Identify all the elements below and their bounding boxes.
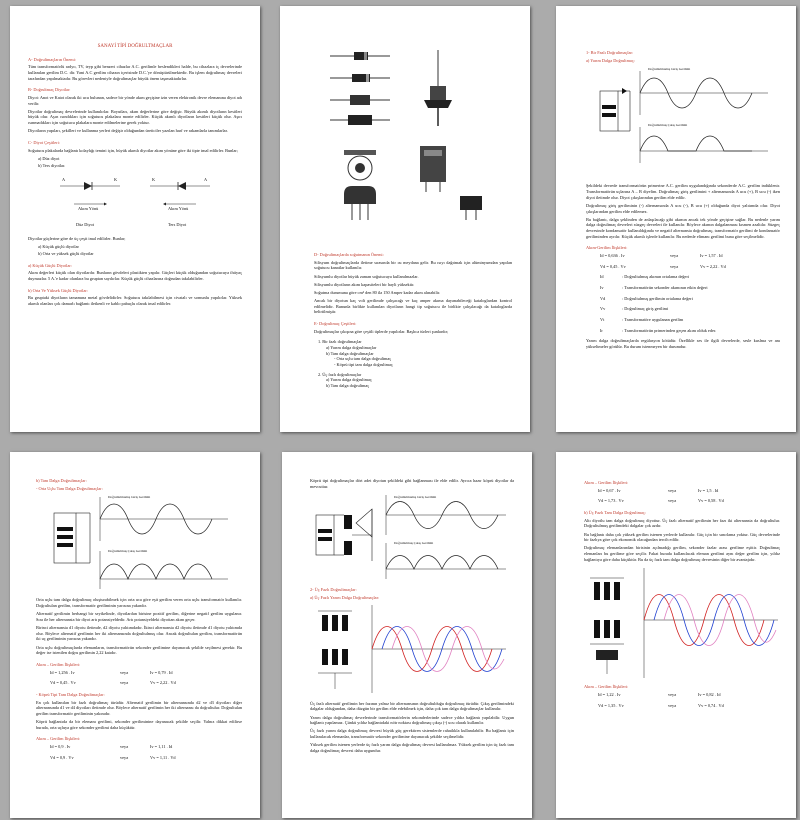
paragraph: Akım değerleri küçük olan diyotlardır. Bunların gövdeleri plastikten yapılır. Güçleri küçük olduğundan soğutucuya ihtiyaç duymazlar. 5 A.'e kadar olanlara bu gruptan sayılırlar. Küçük güçlü cihazlarına doğrudan takılabilirler. [28,270,242,282]
three-phase-full-circuit-icon [584,568,780,678]
equation-or: veya [120,669,129,675]
equation: Vv = 2,22 . Vd [150,680,176,686]
paragraph: Silisyumlu diyotların akım kapasiteleri bir hayli yüksektir. [314,281,415,287]
equation-row [586,253,780,259]
equation-or: veya [668,498,677,504]
three-phase-half-figure [310,605,514,695]
anode-label: A [204,177,208,183]
list-item: 1. Bir fazlı doğrultmaçlar [318,339,362,345]
equation: Vv = 2,22 . Vd [700,263,726,269]
equation: Vd = 0,45 . Vv [600,263,626,269]
paragraph: Köprü tipi doğrultmaçlar dört adet diyotun şekildeki gibi bağlanması ile elde edilir. Ayrıca hazır köprü diyotlar da mevcuttur. [310,478,514,489]
equation-row [584,488,780,494]
section-heading: B- Doğrultmaç Diyotlar: [28,87,71,93]
graph-label: Doğrultulmuş Çıkış Gerilimi [648,123,688,128]
diode-figure [28,174,242,232]
section-heading: b) Üç Fazlı Tam Dalga Doğrultmaç: [584,510,647,516]
equation-row [36,680,242,686]
anode-label: A [62,177,66,183]
list-item: - Orta uçlu tam dalga doğrultmaç [334,356,392,362]
equation: Vd = 1,35 . Vv [598,702,624,708]
document-page-4 [10,452,260,818]
section-heading: a) Küçük Güçlü Diyotlar: [28,262,73,268]
page-title: SANAYİ TİPİ DOĞRULTMAÇLAR [97,44,173,49]
graph-label: Doğrultulmamış Giriş Gerilimi [394,495,437,500]
paragraph: Yarım dalga doğrultmaç devrelerinde transformatörlerin sekonderlerinde sadece yıldız bağlantı yapılabilir. Uygun bağlantı yapılamaz. Çünkü yıldız bağlantıdaki nötr noktası doğrultmaç çıkışı (-) ucu olarak kullanılır. [310,714,514,726]
equation: Id = 1,22 . Iv [598,692,621,698]
equation: Vv = 0,74 . Vd [698,702,724,708]
half-wave-circuit-icon [586,67,776,167]
symbol-meaning: : Transformatörün sekonder akımının etkin değeri [622,285,708,291]
symbol: Vt [600,317,605,323]
equation: Vd = 0,45 . Vv [50,680,76,686]
symbol: Vd [600,295,606,301]
symbol: Ir [600,327,603,333]
definition-row [600,306,780,312]
paragraph: Üç fazlı yarım dalga doğrultmaç devresi büyük güç gerektiren sistemlerde rahatlıkla kullanılabilir. Bu bağlantı için kullanılacak elemanlar, transformatör sekonder gerilimine dayanacak şekilde seçilmelidir. [310,728,514,740]
section-heading: Akım – Gerilim İlişkileri: [36,736,81,742]
equation-or: veya [670,253,679,259]
diode-caption: Düz Diyot [76,222,95,228]
document-page-6 [556,452,796,818]
equation: Iv = 1,11 . Id [150,744,173,750]
paragraph: Orta uçlu tam dalga doğrultmaç oluşturabilmek için orta uca göre eşit gerilim veren orta uçlu transformatör kullanılır. Doğrultulan gerilim, transformatör geriliminin yarısına yakındır. [36,597,242,609]
equation-row [36,670,242,676]
paragraph: En çok kullanılan bir fazlı doğrultmaç türüdür. Alternatif gerilimin bir alternansında d2 ve d3 diyotları diğer alternansında d1 ve d4 diyotları iletimde olur. Böylece alternatif gerilimin her iki alternansı da doğrultulur. Doğrultulan gerilim transformatör geriliminin yakınıdır. [36,699,242,716]
graph-label: Doğrultulmamış Giriş Gerilimi [648,67,691,72]
center-tap-circuit-icon [36,495,236,591]
section-heading: a) Yarım Dalga Doğrultmaç: [586,57,635,63]
section-heading: a) Üç Fazlı Yarım Dalga Doğrultmaçlar: [310,595,380,601]
paragraph: Silisyumlu diyotlar büyük zaman soğutucuya kullanılmazlar. [314,273,419,279]
paragraph: Bu gruptaki diyotların tamamına metal gövdelidirler. Soğutucu takılabilmesi için civatalı ve somunlu yapılırlar. Yüksek akımlı olanları çok damarlı bağlantı iletkenli ve kablo pabuçlu olarak imal edilirler. [28,295,242,307]
equation: Iv = 1,5 . Id [698,487,719,493]
paragraph: Diyotlar doğrultmaç devrelerinde kullanılırlar. Boyutları, akım değerlerine göre değişir. Büyük akımlı diyotların kesitleri büyük olur. Aşırı ısındıkları için soğutucu plakalara monte edilirler. Küçük akımlı diyotların kesitleri küçük olur. Aşırı ısınmadıkları için soğutucu plakalara monte edilmelerine gerek yoktur. [28,108,242,126]
document-page-1 [10,6,260,432]
symbol: Iv [600,285,604,291]
diode-packages-icon [320,46,490,222]
equation: Iv = 0,82 . Id [698,692,721,698]
definition-row [600,317,780,323]
paragraph: Yüksek gerilim istenen yerlerde üç fazlı yarım dalga doğrultmaç devresi kullanılmaz. Yüksek gerilim için üç fazlı tam dalga doğrultmaç devresi daha uygundur. [310,742,514,753]
equation: Vd = 0,9 . Vv [50,754,74,760]
graph-label: Doğrultulmamış Giriş Gerilimi [108,495,151,500]
equation-row [36,755,242,761]
section-heading: 1- Bir Fazlı Doğrultmaçlar: [586,50,634,55]
equation: Vv = 0,58 . Vd [698,498,724,504]
symbol-meaning: : Transformatöre uygulanan gerilim [622,317,684,323]
list-item: 2. Üç fazlı doğrultmaçlar [318,371,362,377]
section-heading: b) Orta Ve Yüksek Güçlü Diyotlar: [28,287,89,293]
section-heading: D- Doğrultmaçlarda soğutmanın Önemi: [314,252,384,257]
section-heading: - Köprü Tipi Tam Dalga Doğrultmaçlar: [36,691,105,697]
diode-symbols-icon [28,174,242,218]
paragraph: Üç fazlı alternatif gerilimin her fazının yalnız bir alternansının doğrultulduğu doğrultmaç türüdür. Çıkış gerilimindeki dalgalar olduğundan, daha düzgün bir gerilim elde edebilmek için, daha çok tam dalga doğrultmaçlar kullanılır. [310,700,514,712]
section-heading: Akım-Gerilim İlişkileri: [586,245,628,251]
diode-packages-figure [280,6,530,222]
symbol-definitions [586,274,780,333]
equation-or: veya [120,754,129,760]
equation-row [584,692,780,698]
document-page-3 [556,6,796,432]
paragraph: Diyotların yapıları, şekilleri ve kullanma yerleri değişir olduğundan üreticiler yazılan harf ve rakamlarla tanımlarlar. [28,128,228,134]
list-item: b) Tam dalga doğrultmaçlar [326,350,374,356]
paragraph: Ancak bir diyotun kaç volt gerilimde çalışacağı ve kaç amper akıma dayanabileceği kataloglardan kontrol edilmelidir. Bununla birlikte kullanılan diyotların hangi tip soğutucu ile birlikte çalışılacağı da kataloglarda belirtilmiştir. [314,298,512,315]
section-heading: E- Doğrultmaç Çeşitleri: [314,321,357,327]
graph-label: Doğrultulmuş Çıkış Gerilimi [394,541,434,546]
paragraph: Yarım dalga doğrultmaçlarda regülasyon kötüdür. Özellikle ses ile ilgili devrelerde, sesle kuslma ve anı yükseltmeler görülür. Bu durum istenmeyen bir durumdur. [586,338,780,350]
equation: Vd = 1,73 . Vv [598,498,624,504]
cathode-label: K [152,177,156,183]
bridge-figure [310,495,514,581]
section-heading: C- Diyot Çeşitleri: [28,139,60,145]
list-item: a) Yarım dalga doğrultmaçlar [326,345,377,351]
definition-row [600,296,780,302]
bridge-circuit-icon [310,495,510,579]
paragraph: Tüm transformatörlü radyo, TV, teyp gibi benzeri cihazlar A.C. gerilimle beslendikleri halde, bu cihazlara iç devrelerinde kullanılan gerilim D.C. dir. Yani A.C gerilim cihazın içerisinde D.C.'ye dönüştürülmektedir. Bu işlem doğrultmaç devreleri tarafından yapılmaktadır. Bu görevleri nedeniyle doğrultmaçlar büyük önem taşımaktadırlar. [28,64,242,81]
graph-label: Doğrultulmuş Çıkış Gerilimi [108,549,148,554]
equation: Id = 0,67 . Iv [598,487,621,493]
symbol-meaning: : Doğrultulmuş gerilimin ortalama değeri [622,295,693,301]
paragraph: Birinci alternansta d1 diyotu iletimde, d2 diyotu yalıtımdadır. İkinci alternansta d2 diyotu iletimde d1 diyotu yalıtımda olur. Böylece alternatif gerilimin her iki alternansında doğrultulmuş olur. Ancak doğrultulan gerilim, transformatörün iki uç geriliminin yarısına yakındır. [36,625,242,642]
equation: Id = 0,9 . Iv [50,744,71,750]
list-item: a) Küçük güçlü diyotlar [38,244,79,250]
symbol-meaning: : Doğrultmaç giriş gerilimi [622,306,669,312]
definition-row [600,274,780,280]
paragraph: Alternatif gerilimin herhangi bir seyikelinde, diyotlardan birisine pozitif gerilim, diğerine negatif gerilim uygulanır. Sıra ile her alternansta bir diyot artı potansiyeldedir. Artı potansiyeldeki diyottan akım geçer. [36,611,242,622]
half-wave-figure [586,67,780,169]
rectifier-types-list [314,339,512,388]
section-heading: A- Doğrultmaçların Önemi: [28,56,76,62]
paragraph: Silisyum doğrultmaçlarda iletime sırasında bir ısı meydana gelir. Bu ısıyı dağıtmak için alüminyumdan yapılan soğutucu kanatlar kullanılır. [314,259,512,271]
definition-row [600,285,780,291]
paragraph: Doğrultmaç giriş geriliminin (-) alternansında A ucu (-), B ucu (+) olduğunda diyot yalıtımda olur. Diyot çıkışlarından gerilim elde edilemez. [586,202,780,214]
paragraph: Diyotlar güçlerine göre de üç çeşit imal edilirler. Bunlar; [28,236,126,242]
definition-row [600,328,780,334]
equation-row [586,264,780,270]
equation-or: veya [668,702,677,708]
symbol: Vv [600,306,606,312]
list-item: - Köprü tipi tam dalga doğrultmaç [334,362,393,368]
equation-or: veya [120,744,129,750]
equation-row [584,498,780,504]
paragraph: Altı diyotlu tam dalga doğrultmaç diyottur. Üç fazlı alternatif gerilimin her fazı iki alternansta da doğrultulur. Doğrultulmuş gerilimdeki dalgalar çok azdır. [584,517,780,529]
paragraph: Orta uçlu doğrultmaçlarda elemanların, transformatörün sekonder gerilimine dayanacak şekilde seçilmesi gerekir. Bu değer ise istenilen doğru gerilimin 2,22 katıdır. [36,644,242,656]
section-heading: 2- Üç Fazlı Doğrultmaçlar: [310,587,357,593]
equation-or: veya [670,263,679,269]
section-heading: Akım – Gerilim İlişkileri: [584,480,629,485]
list-item: b) Orta ve yüksek güçlü diyotlar [38,251,94,257]
equation-row [584,703,780,709]
cathode-label: K [114,177,118,183]
symbol-meaning: : Transformatörün primerinden geçen akım olduk eder. [622,327,717,333]
current-direction-label: Akım Yönü [78,206,99,212]
equation-or: veya [668,692,677,698]
section-heading: b) Tam Dalga Doğrultmaçlar: [36,478,87,483]
list-item: a) Yarım dalga doğrultmaç [326,377,372,383]
center-tap-figure [36,495,242,593]
paragraph: Doğrultmaçlar çıkışına göre çeşitli tiplerde yapılırlar. Başlıca türleri şunlardır; [314,328,449,334]
list-item: b) Ters diyotlar. [38,162,66,168]
paragraph: Soğutma durumuna göre cm² den 80 ila 150 Amper kadar akım alınabilir. [314,289,441,295]
equation-or: veya [120,680,129,686]
three-phase-circuit-icon [310,605,510,695]
symbol: Id [600,274,604,280]
symbol-meaning: : Doğrultulmuş akımın ortalama değeri [622,274,690,280]
equation: Iv = 0,79 . Id [150,669,173,675]
paragraph: Şekildeki devrede transformatörün primerine A.C. gerilim uygulandığında sekonderde A.C. gerilim indüklenir. Transformatörün uçlarına A – B diyelim. Doğrultmaç giriş gerilimini + alternansında A ucu (+), B ucu (-) iken diyot iletimde olur. Diyot çıkışlarından gerilim elde edilir. [586,183,780,200]
equation: Id = 0,636 . Iv [600,253,625,259]
document-page-2 [280,6,530,432]
list-item: b) Tam dalga doğrultmaç [326,383,370,389]
equation: Iv = 1,57 . Id [700,253,723,259]
section-heading: - Orta Uçlu Tam Dalga Doğrultmaçlar: [36,485,103,491]
paragraph: Köprü bağlantıda da bir elemanı gerilimi, sekonder geriliminine dayanacak şekilde seçilir. Yalnız dikkat edilirse burada, orta uçluya göre sekonder gerilimi daha küçüktür. [36,719,242,730]
paragraph: Soğutucu plakalarda bağlantı kolaylığı temini için, büyük akımlı diyotlar akım yönüne göre iki tipte imal edilirler. Bunlar; [28,147,239,153]
paragraph: Bu bağlantı daha çok yüksek gerilim istenen yerlerde kullanılır. Güç için bir sınırlama yoktur. Güç devrelerinde bir fazlıya göre çok ekonomik olacağından tercih edilir. [584,531,780,543]
paragraph: Bu bağlantı, dalga şeklinden de anlaşılacağı gibi akımın ancak tek yönde geçişine sağlar. Bu nedenle yarım dalga doğrultmaç devreleri süzgeç devreleri ile kullanılır. Böylece akımın dalgalanması kısmen azaltılır. Süzgeç devresinde kondansatör kullanıldığında ve negatif alternansta doğrultmaç, transformatör gerilimi de kondansatör geriliminden ayrılır. Küçük akımlı işlerde kullanılır. Bu nedenle elimanı gerilimi buna göre seçilmelidir. [586,216,780,239]
section-heading: Akım – Gerilim İlişkileri: [36,661,81,667]
equation: Id = 1,256 . Iv [50,669,75,675]
document-page-5 [282,452,532,818]
current-direction-label: Akım Yönü [168,206,189,212]
diode-caption: Ters Diyot [168,222,187,228]
three-phase-full-figure [584,568,780,678]
equation-row [36,744,242,750]
equation: Vv = 1,11 . Vd [150,754,176,760]
paragraph: Diyot: Anot ve Katot olarak iki ucu bulunan, sadece bir yönde akım geçişine izin veren elektronik devre elemanına diyot adı verilir. [28,94,242,106]
list-item: a) Düz diyot [38,155,60,161]
paragraph: Doğrultmaç elemanlarından birisinin açılmadığı gerilim, sekonder fazlar arası gerilime eşittir. Doğrultmaç elemanları bu gerilime göre seçilir. Fakat burada kullanılacak eleman gerilimi aynı değer gerilim için, yıldız bağlantıya göre daha küçüktür. Bu da üç fazlı tam dalga doğrultmaç devresinin diğer bir avantajıdır. [584,545,780,562]
section-heading: Akım – Gerilim İlişkileri: [584,684,629,690]
equation-or: veya [668,487,677,493]
